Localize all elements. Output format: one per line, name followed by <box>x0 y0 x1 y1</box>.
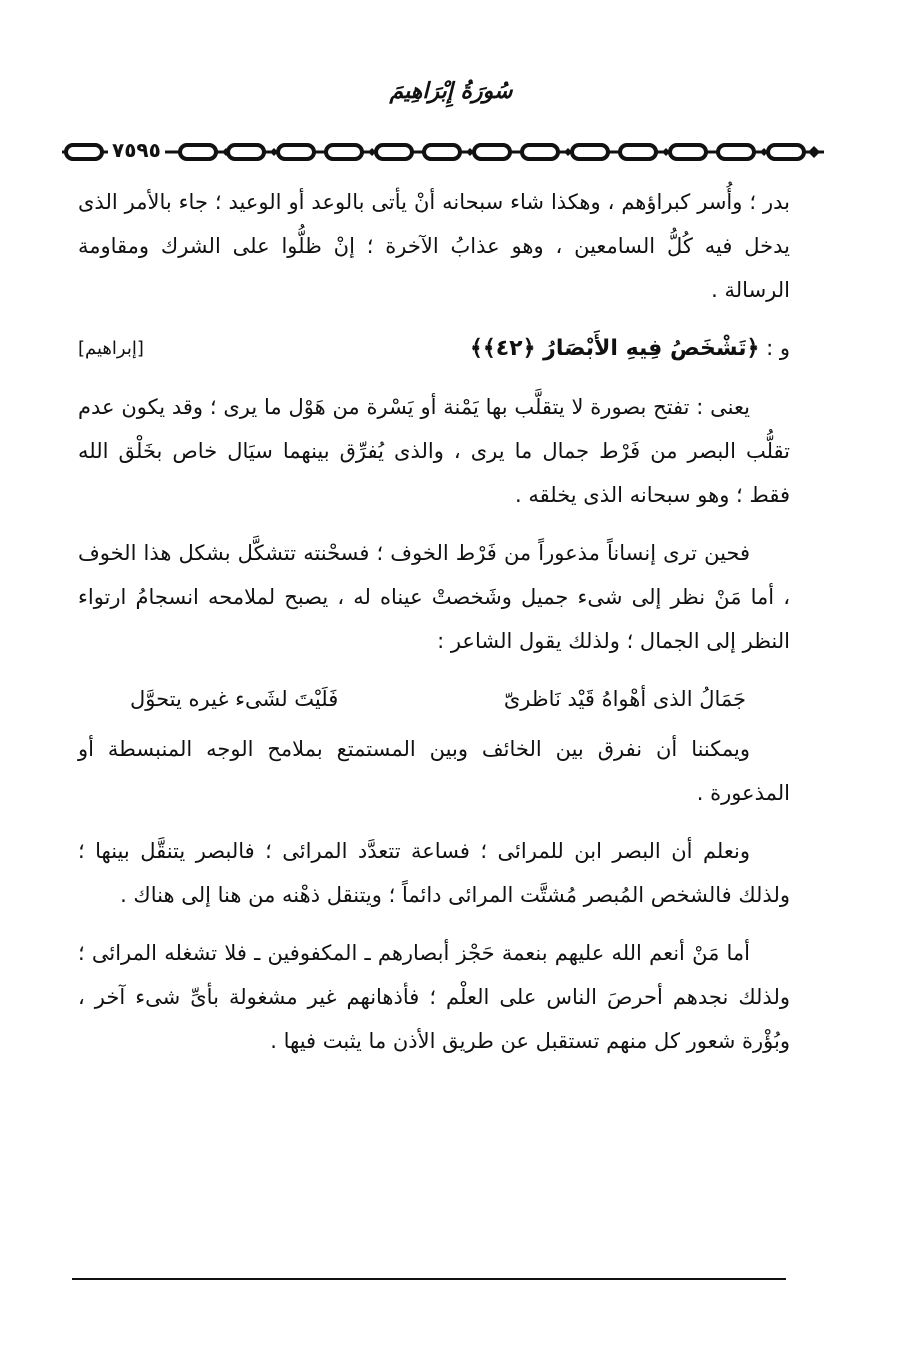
footer-rule <box>72 1278 786 1280</box>
verse-block <box>470 326 790 371</box>
poem-verse <box>78 677 790 721</box>
poem-hemistich-left: فَلَيْتَ لشَىء غيره يتحوَّل <box>130 687 339 711</box>
verse-reference: [إبراهيم] <box>78 337 144 359</box>
page-number: ٧٥٩٥ <box>108 136 165 164</box>
ornamental-header-rule <box>62 140 824 164</box>
paragraph: أما مَنْ أنعم الله عليهم بنعمة حَجْز أبصارهم ـ المكفوفين ـ فلا تشغله المرائى ؛ ولذلك نجدهم أحرصَ الناس على العلْم ؛ فأذهانهم غير مشغولة بأىِّ شىء آخر ، وبُؤْرة شعور كل منهم تستقبل عن طريق الأذن ما يثبت فيها . <box>78 941 790 1053</box>
quran-verse-line <box>78 326 790 371</box>
page-header <box>0 78 902 118</box>
verse-prefix: و : <box>766 336 790 360</box>
paragraph: ونعلم أن البصر ابن للمرائى ؛ فساعة تتعدَّد المرائى ؛ فالبصر يتنقَّل بينها ؛ ولذلك فالشخص المُبصر مُشتَّت المرائى دائماً ؛ ويتنقل ذهْنه من هنا إلى هناك . <box>78 839 790 907</box>
page-body <box>78 180 790 1077</box>
paragraph: بدر ؛ وأُسر كبراؤهم ، وهكذا شاء سبحانه أنْ يأتى بالوعد أو الوعيد ؛ جاء بالأمر الذى يدخل فيه كُلُّ السامعين ، وهو عذابُ الآخرة ؛ إنْ ظلُّوا على الشرك ومقاومة الرسالة . <box>78 190 790 302</box>
paragraph: يعنى : تفتح بصورة لا يتقلَّب بها يَمْنة أو يَسْرة من هَوْل ما يرى ؛ وقد يكون عدم تقلُّب البصر من فَرْط جمال ما يرى ، والذى يُفرِّق بينهما سيَال خاص بخَلْق الله فقط ؛ وهو سبحانه الذى يخلقه . <box>78 395 790 507</box>
surah-title: سُورَةُ إِبْرَاهِيمَ <box>389 78 513 104</box>
paragraph: فحين ترى إنساناً مذعوراً من فَرْط الخوف ؛ فسحْنته تتشكَّل بشكل هذا الخوف ، أما مَنْ نظر إلى شىء جميل وشَخصتْ عيناه له ، يصبح لملامحه انسجامُ ارتواء النظر إلى الجمال ؛ ولذلك يقول الشاعر : <box>78 541 790 653</box>
paragraph: ويمكننا أن نفرق بين الخائف وبين المستمتع بملامح الوجه المنبسطة أو المذعورة . <box>78 737 790 805</box>
verse-text: ﴿تَشْخَصُ فِيهِ الأَبْصَارُ ﴿٤٢﴾﴾ <box>469 336 760 361</box>
poem-hemistich-right: جَمَالُ الذى أهْواهُ قَيْد نَاظرىّ <box>503 687 746 711</box>
